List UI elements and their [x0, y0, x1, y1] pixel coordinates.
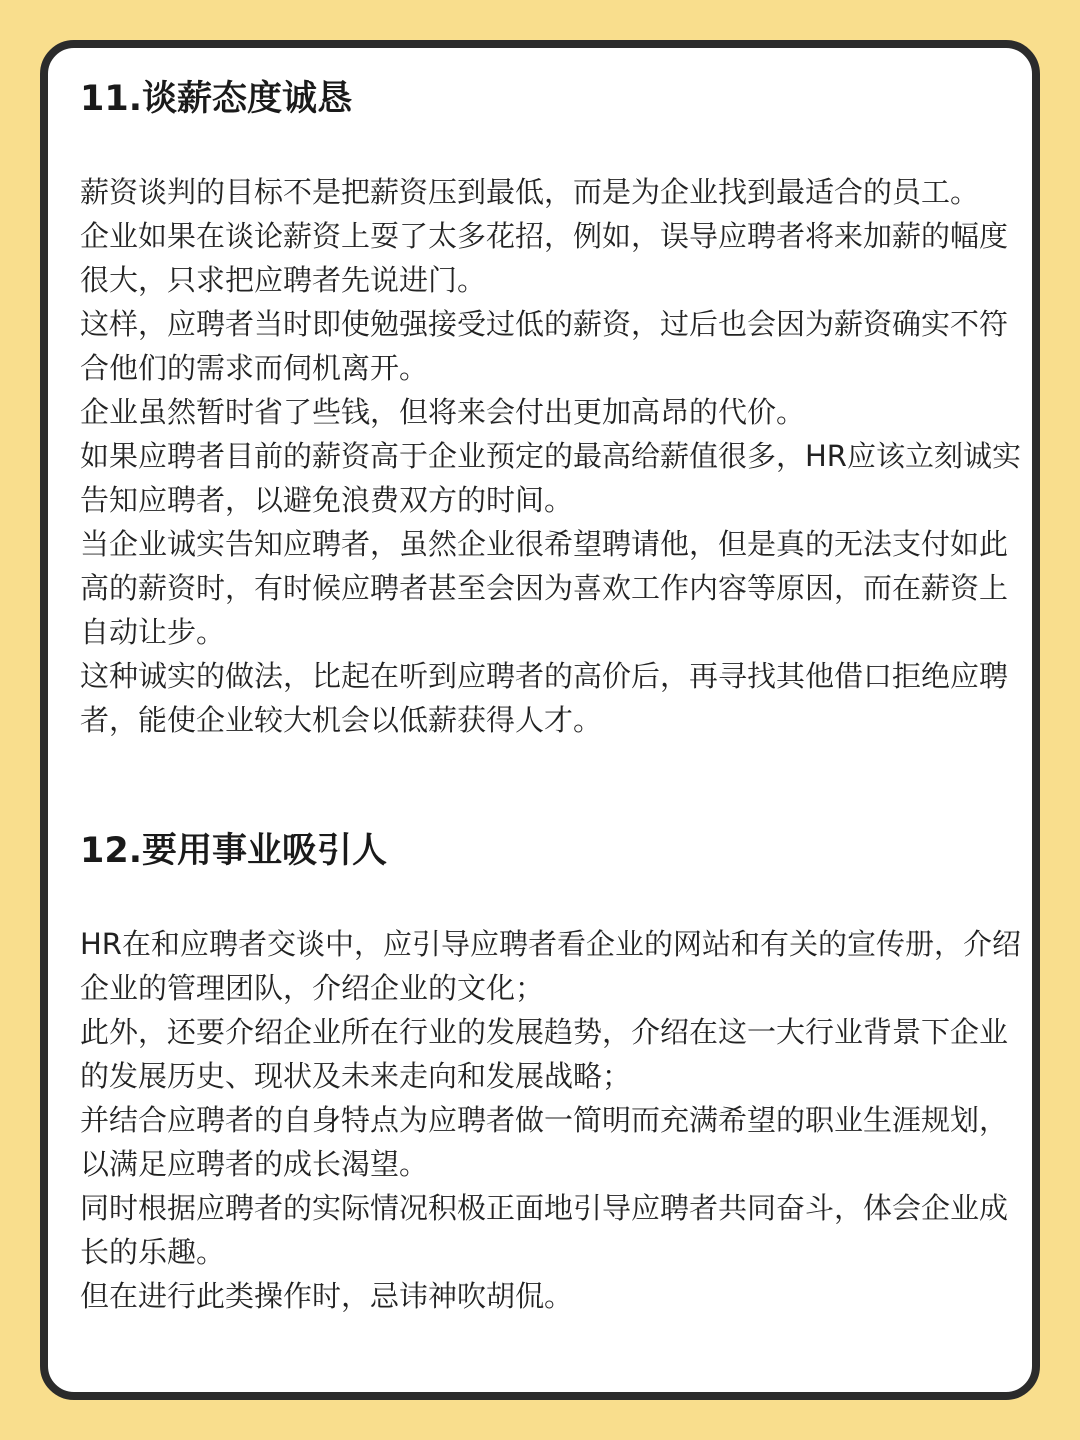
paragraph: 如果应聘者目前的薪资高于企业预定的最高给薪值很多，HR应该立刻诚实告知应聘者，以避免浪费双方的时间。 [80, 438, 1021, 517]
paragraph: 并结合应聘者的自身特点为应聘者做一简明而充满希望的职业生涯规划，以满足应聘者的成长渴望。 [80, 1102, 1009, 1181]
section-career-attraction [80, 830, 1024, 1318]
paragraph: 这种诚实的做法，比起在听到应聘者的高价后，再寻找其他借口拒绝应聘者，能使企业较大机会以低薪获得人才。 [80, 658, 1009, 737]
paragraph: 企业虽然暂时省了些钱，但将来会付出更加高昂的代价。 [80, 394, 806, 429]
paragraph: 薪资谈判的目标不是把薪资压到最低，而是为企业找到最适合的员工。 [80, 174, 980, 209]
paragraph: 同时根据应聘者的实际情况积极正面地引导应聘者共同奋斗，体会企业成长的乐趣。 [80, 1190, 1009, 1269]
paragraph: 这样，应聘者当时即使勉强接受过低的薪资，过后也会因为薪资确实不符合他们的需求而伺机离开。 [80, 306, 1009, 385]
paragraph: 当企业诚实告知应聘者，虽然企业很希望聘请他，但是真的无法支付如此高的薪资时，有时候应聘者甚至会因为喜欢工作内容等原因，而在薪资上自动让步。 [80, 526, 1009, 649]
section-salary-attitude [80, 78, 1024, 742]
paragraph: 企业如果在谈论薪资上耍了太多花招，例如，误导应聘者将来加薪的幅度很大，只求把应聘者先说进门。 [80, 218, 1009, 297]
section-title: 11.谈薪态度诚恳 [80, 79, 353, 119]
paragraph: 但在进行此类操作时，忌讳神吹胡侃。 [80, 1278, 574, 1313]
article-body [80, 78, 1024, 1318]
paragraph: HR在和应聘者交谈中，应引导应聘者看企业的网站和有关的宣传册，介绍企业的管理团队，介绍企业的文化； [80, 926, 1021, 1005]
paragraph: 此外，还要介绍企业所在行业的发展趋势，介绍在这一大行业背景下企业的发展历史、现状及未来走向和发展战略； [80, 1014, 1009, 1093]
content-card [40, 40, 1040, 1400]
section-title: 12.要用事业吸引人 [80, 830, 388, 871]
